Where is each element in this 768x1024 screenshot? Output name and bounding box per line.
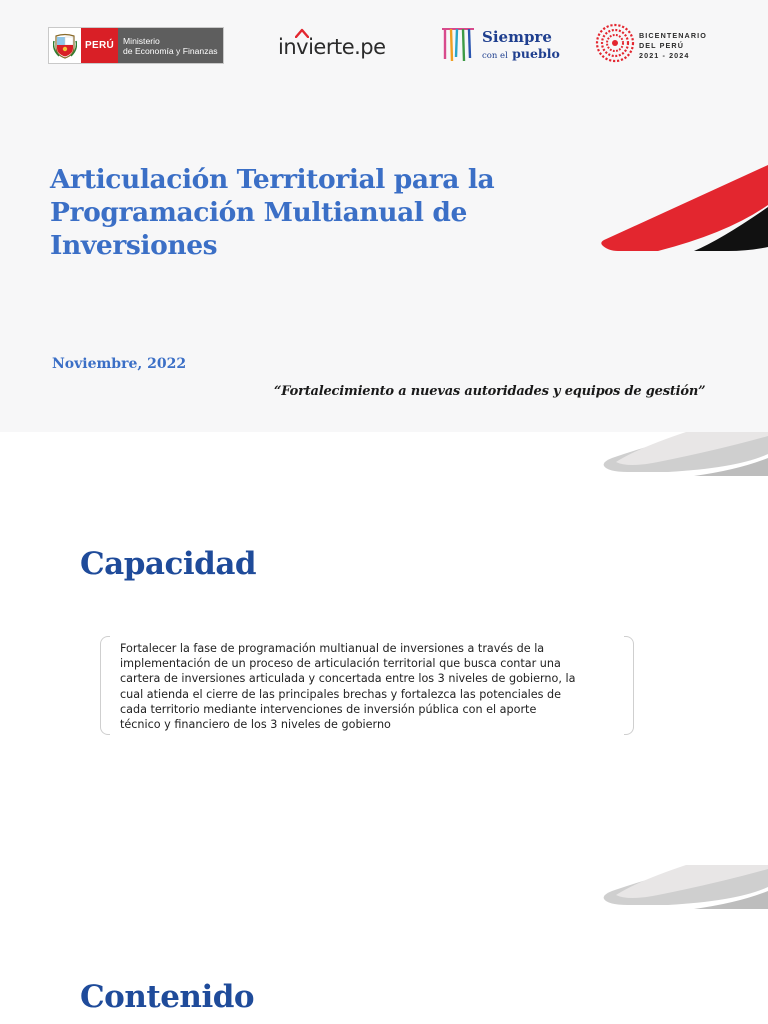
mef-logo (48, 27, 224, 64)
gray-stripes-decoration (598, 432, 768, 476)
contenido-slide (0, 865, 768, 1024)
ministry-line-2: de Economía y Finanzas (123, 46, 218, 56)
con-el-text: con el (482, 51, 508, 61)
siempre-pillars-icon (440, 25, 476, 63)
invierte-pe-logo (278, 31, 398, 63)
cover-date: Noviembre, 2022 (52, 356, 187, 372)
cover-red-black-stripes (598, 155, 768, 255)
capacidad-title: Capacidad (80, 546, 257, 582)
cover-title (50, 163, 570, 262)
cover-slide (0, 0, 768, 432)
capacidad-slide (0, 432, 768, 865)
peru-label: PERÚ (81, 28, 118, 63)
bicentenario-line-2: DEL PERÚ (639, 41, 685, 50)
ministry-label (118, 28, 223, 63)
cover-quote: “Fortalecimiento a nuevas autoridades y equipos de gestión” (274, 384, 706, 399)
left-bracket (100, 636, 110, 735)
bicentenario-sun-icon (595, 20, 635, 66)
ministry-line-1: Ministerio (123, 36, 160, 46)
peru-coat-of-arms-icon (49, 28, 81, 63)
right-bracket (624, 636, 634, 735)
cover-title-line-1: Articulación Territorial para la (50, 164, 495, 195)
bicentenario-line-1: BICENTENARIO (639, 31, 707, 40)
cover-title-line-2: Programación Multianual de (50, 197, 467, 228)
siempre-con-el-pueblo-logo (440, 25, 560, 65)
paragraph-line-6: técnico y financiero de los 3 niveles de gobierno (120, 718, 391, 732)
capacidad-paragraph (120, 641, 616, 732)
paragraph-line-1: Fortalecer la fase de programación multianual de inversiones a través de la (120, 642, 545, 655)
siempre-text: Siempre (482, 28, 552, 46)
contenido-title: Contenido (80, 979, 255, 1015)
gray-stripes-decoration (598, 865, 768, 909)
paragraph-line-3: cartera de inversiones articulada y concertada entre los 3 niveles de gobierno, la (120, 672, 576, 686)
bicentenario-logo (595, 20, 725, 70)
pueblo-text (482, 46, 560, 61)
capacidad-text-box (100, 636, 634, 735)
bicentenario-line-3: 2021 - 2024 (639, 51, 690, 60)
paragraph-line-2: implementación de un proceso de articulación territorial que busca contar una (120, 657, 561, 671)
logo-bar (0, 0, 768, 90)
cover-title-line-3: Inversiones (50, 230, 218, 261)
pueblo-word: pueblo (512, 46, 560, 61)
invierte-text: invierte.pe (278, 35, 386, 59)
paragraph-line-5: cada territorio mediante intervenciones de inversión pública con el aporte (120, 702, 537, 716)
paragraph-line-4: cual atienda el cierre de las principales brechas y fortalezca las potenciales de (120, 687, 562, 701)
